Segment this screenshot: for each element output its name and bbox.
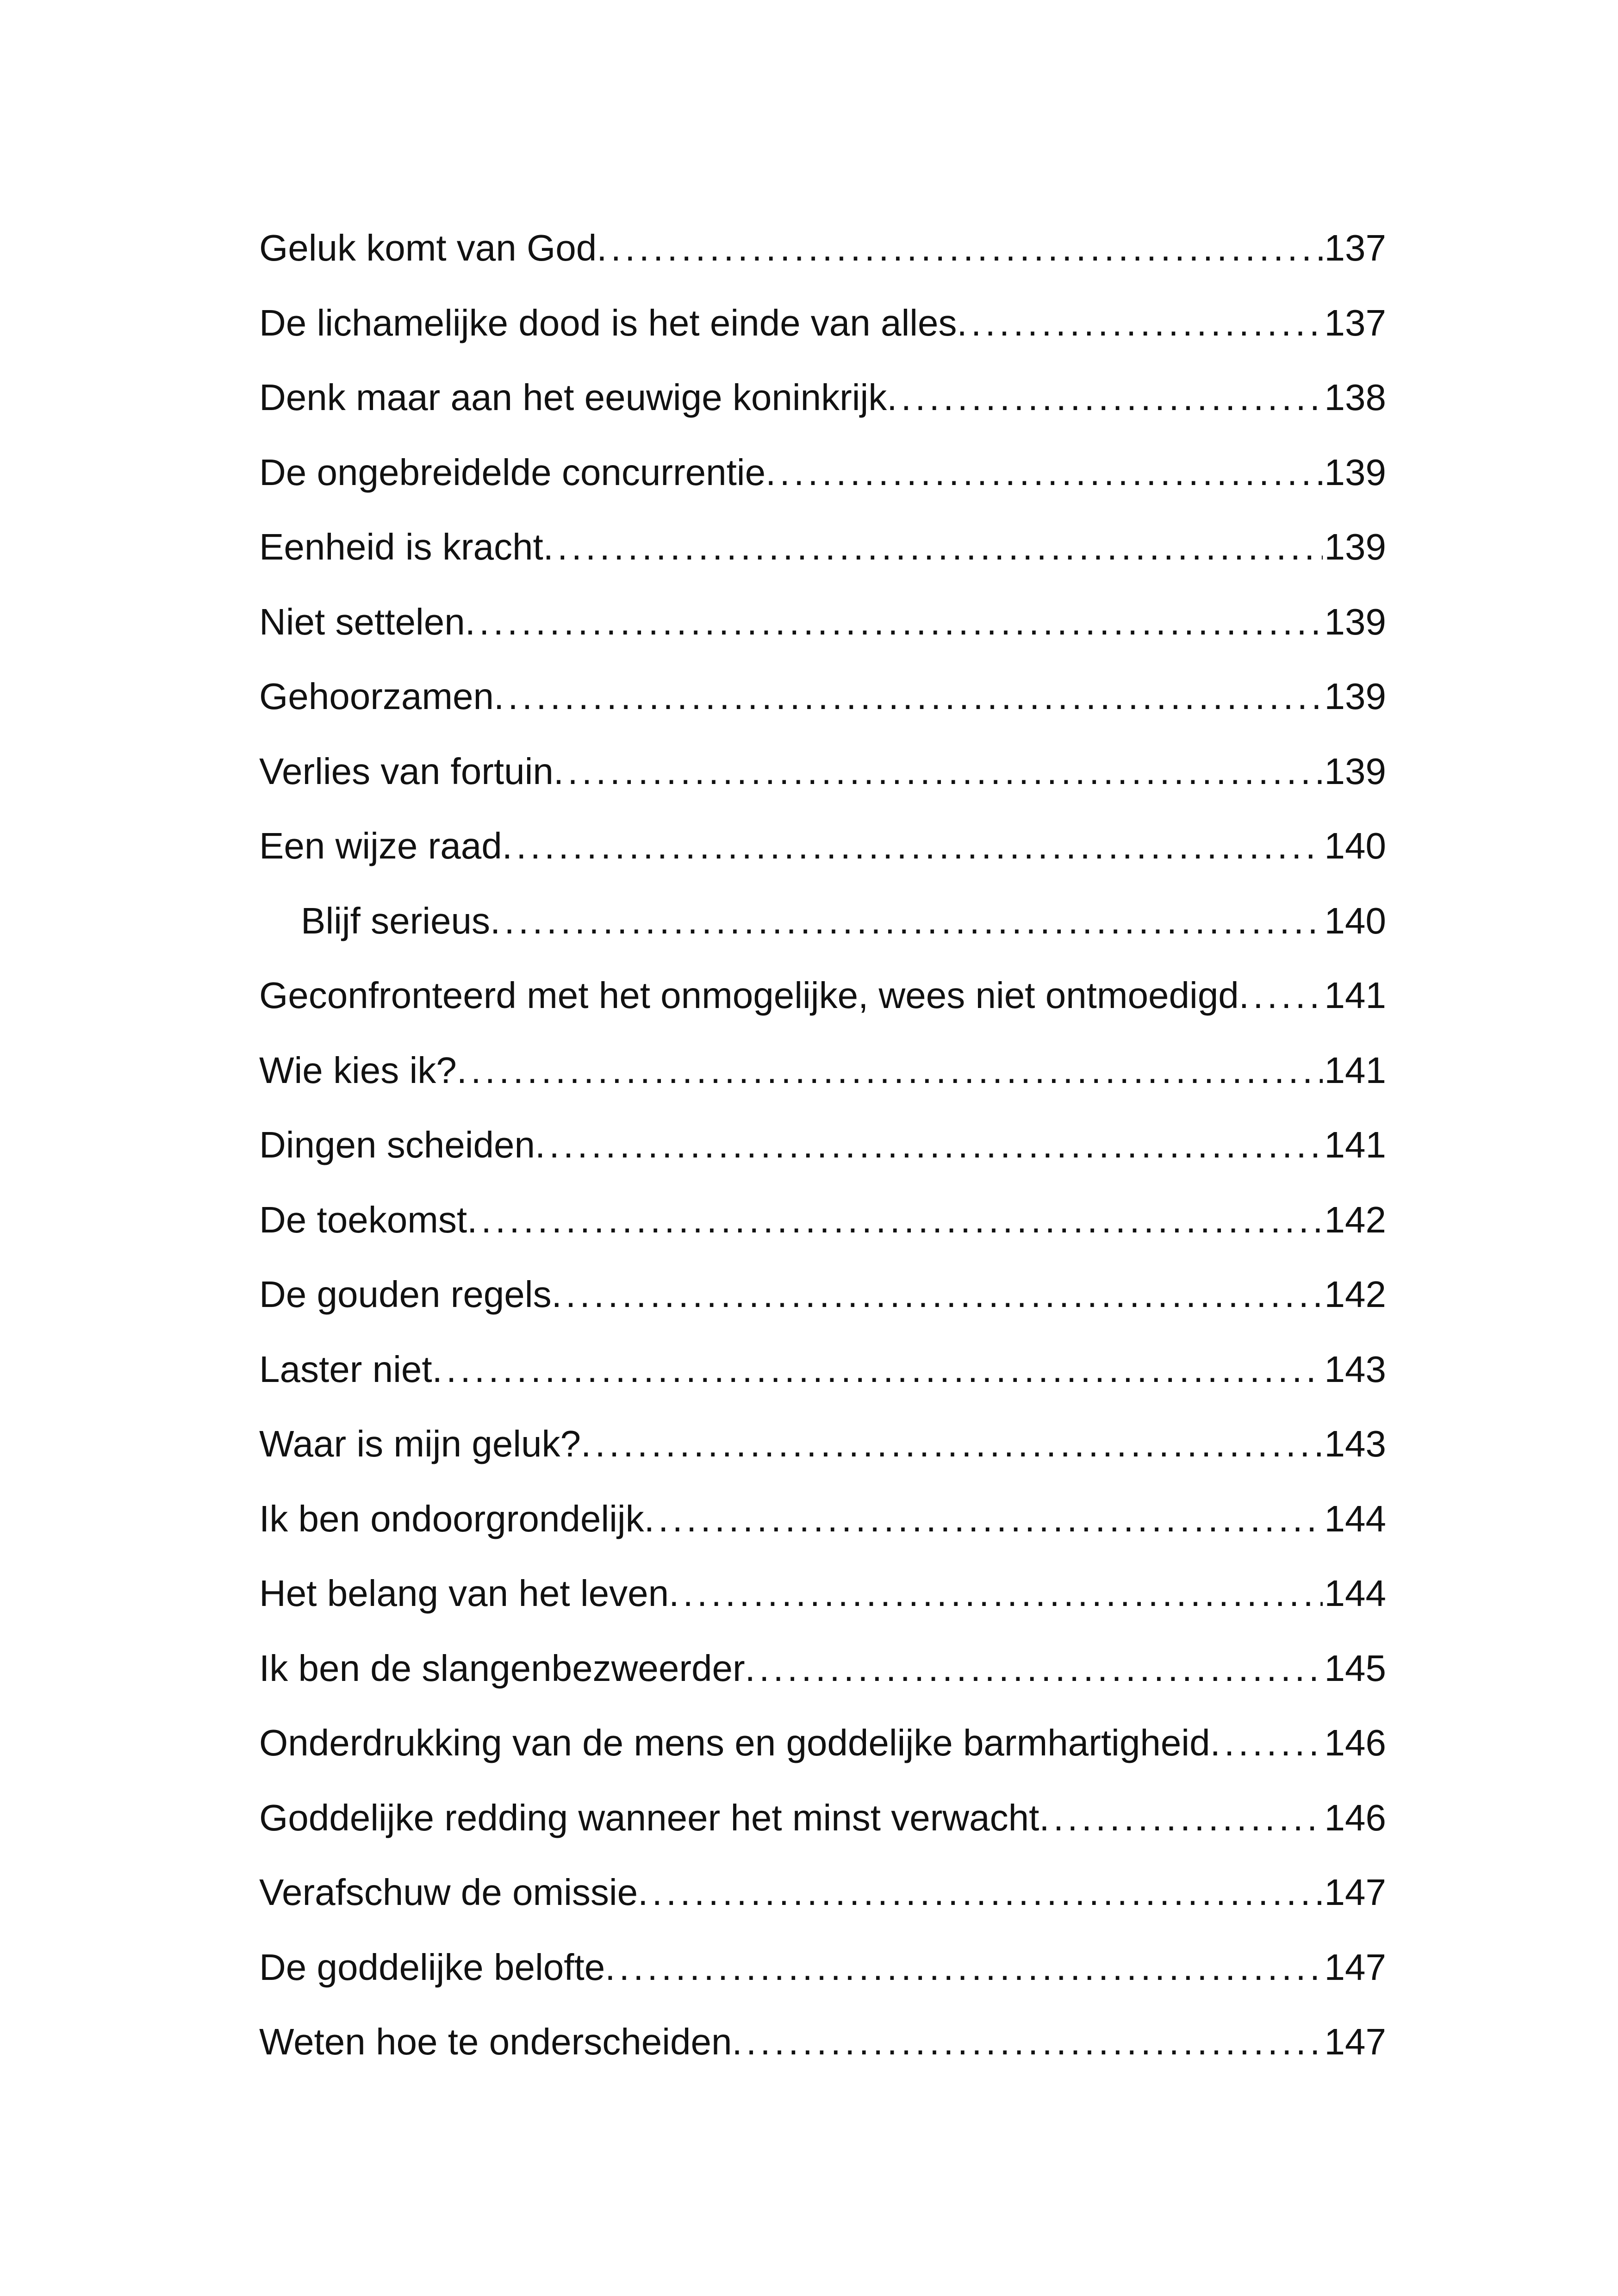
toc-page-number: 137 <box>1324 227 1386 268</box>
dot-leader <box>1210 1705 1323 1780</box>
dot-leader <box>467 1182 1322 1257</box>
toc-page-number: 144 <box>1324 1573 1386 1614</box>
toc-entry-title: Goddelijke redding wanneer het minst verwacht <box>259 1797 1039 1838</box>
dot-leader <box>554 734 1323 809</box>
toc-entry-title: Ik ben ondoorgrondelijk <box>259 1498 644 1539</box>
toc-entry-title: Blijf serieus <box>301 900 491 941</box>
toc-entry[interactable] <box>259 1108 1386 1182</box>
toc-entry-title: Laster niet <box>259 1348 432 1390</box>
toc-entry[interactable] <box>259 1406 1386 1481</box>
toc-page-number: 144 <box>1324 1498 1386 1539</box>
dot-leader <box>502 809 1323 884</box>
dot-leader <box>638 1855 1322 1930</box>
toc-entry[interactable] <box>259 1182 1386 1257</box>
toc-entry-title: De goddelijke belofte <box>259 1946 605 1988</box>
dot-leader <box>1239 958 1323 1033</box>
toc-entry[interactable] <box>259 1556 1386 1631</box>
dot-leader <box>957 286 1323 361</box>
toc-page-number: 141 <box>1324 1124 1386 1165</box>
toc-page-number: 140 <box>1324 825 1386 866</box>
dot-leader <box>581 1406 1322 1481</box>
dot-leader <box>465 585 1323 660</box>
toc-entry-title: Verafschuw de omissie <box>259 1872 638 1913</box>
dot-leader <box>745 1631 1323 1706</box>
dot-leader <box>552 1257 1323 1332</box>
toc-entry-title: Ik ben de slangenbezweerder <box>259 1647 745 1689</box>
toc-page-number: 147 <box>1324 2021 1386 2062</box>
toc-page-number: 139 <box>1324 526 1386 567</box>
toc-entry-title: Geluk komt van God <box>259 227 597 268</box>
toc-entry[interactable] <box>259 360 1386 435</box>
dot-leader <box>605 1930 1322 2005</box>
toc-page-number: 143 <box>1324 1348 1386 1390</box>
toc-entry[interactable] <box>259 1257 1386 1332</box>
toc-entry-title: Denk maar aan het eeuwige koninkrijk <box>259 377 887 418</box>
toc-entry[interactable] <box>259 1332 1386 1407</box>
toc-entry-title: Een wijze raad <box>259 825 502 866</box>
toc-page-number: 146 <box>1324 1722 1386 1763</box>
toc-entry-title: Onderdrukking van de mens en goddelijke barmhartigheid <box>259 1722 1210 1763</box>
dot-leader <box>535 1108 1323 1182</box>
dot-leader <box>765 435 1322 510</box>
toc-page-number: 146 <box>1324 1797 1386 1838</box>
toc-page-number: 138 <box>1324 377 1386 418</box>
toc-entry-title: Gehoorzamen <box>259 676 494 717</box>
toc-entry-title: De lichamelijke dood is het einde van alles <box>259 302 957 343</box>
toc-entry-title: Het belang van het leven <box>259 1573 669 1614</box>
toc-page-number: 137 <box>1324 302 1386 343</box>
dot-leader <box>490 884 1322 958</box>
toc-page-number: 139 <box>1324 676 1386 717</box>
toc-page-number: 139 <box>1324 451 1386 493</box>
dot-leader <box>432 1332 1323 1407</box>
toc-entry[interactable] <box>259 1631 1386 1706</box>
dot-leader <box>644 1481 1323 1556</box>
toc-page-number: 140 <box>1324 900 1386 941</box>
toc-page-number: 142 <box>1324 1274 1386 1315</box>
toc-entry[interactable] <box>259 2004 1386 2079</box>
toc-entry-title: Dingen scheiden <box>259 1124 535 1165</box>
dot-leader <box>732 2004 1322 2079</box>
toc-entry[interactable] <box>259 958 1386 1033</box>
toc-entry[interactable] <box>259 585 1386 660</box>
toc-page-number: 141 <box>1324 1049 1386 1091</box>
toc-entry-title: De gouden regels <box>259 1274 552 1315</box>
toc-entry[interactable] <box>259 211 1386 286</box>
table-of-contents <box>259 211 1386 2079</box>
dot-leader <box>457 1033 1323 1108</box>
dot-leader <box>887 360 1322 435</box>
dot-leader <box>1039 1780 1322 1855</box>
toc-entry[interactable] <box>259 510 1386 585</box>
dot-leader <box>494 659 1323 734</box>
toc-entry[interactable] <box>259 435 1386 510</box>
toc-entry[interactable] <box>259 1780 1386 1855</box>
toc-page-number: 139 <box>1324 601 1386 642</box>
toc-entry[interactable] <box>259 1481 1386 1556</box>
toc-page-number: 141 <box>1324 975 1386 1016</box>
toc-entry[interactable] <box>259 1033 1386 1108</box>
toc-entry-title: Wie kies ik? <box>259 1049 457 1091</box>
toc-page-number: 147 <box>1324 1946 1386 1988</box>
toc-entry-title: Eenheid is kracht <box>259 526 543 567</box>
toc-entry[interactable] <box>259 809 1386 884</box>
toc-entry-title: De toekomst <box>259 1199 467 1240</box>
toc-entry-title: Waar is mijn geluk? <box>259 1423 581 1464</box>
toc-page-number: 143 <box>1324 1423 1386 1464</box>
toc-entry[interactable] <box>259 1855 1386 1930</box>
toc-entry[interactable] <box>259 286 1386 361</box>
toc-entry-title: De ongebreidelde concurrentie <box>259 451 766 493</box>
toc-entry[interactable] <box>259 1705 1386 1780</box>
dot-leader <box>669 1556 1322 1631</box>
toc-page-number: 139 <box>1324 750 1386 792</box>
toc-entry-title: Niet settelen <box>259 601 465 642</box>
toc-entry[interactable] <box>259 1930 1386 2005</box>
toc-page-number: 142 <box>1324 1199 1386 1240</box>
toc-subentry[interactable] <box>259 884 1386 958</box>
toc-entry-title: Verlies van fortuin <box>259 750 554 792</box>
toc-entry[interactable] <box>259 659 1386 734</box>
toc-entry-title: Geconfronteerd met het onmogelijke, wees niet ontmoedigd <box>259 975 1239 1016</box>
toc-page-number: 145 <box>1324 1647 1386 1689</box>
toc-entry[interactable] <box>259 734 1386 809</box>
toc-page-number: 147 <box>1324 1872 1386 1913</box>
dot-leader <box>543 510 1323 585</box>
dot-leader <box>597 211 1322 286</box>
toc-entry-title: Weten hoe te onderscheiden <box>259 2021 732 2062</box>
